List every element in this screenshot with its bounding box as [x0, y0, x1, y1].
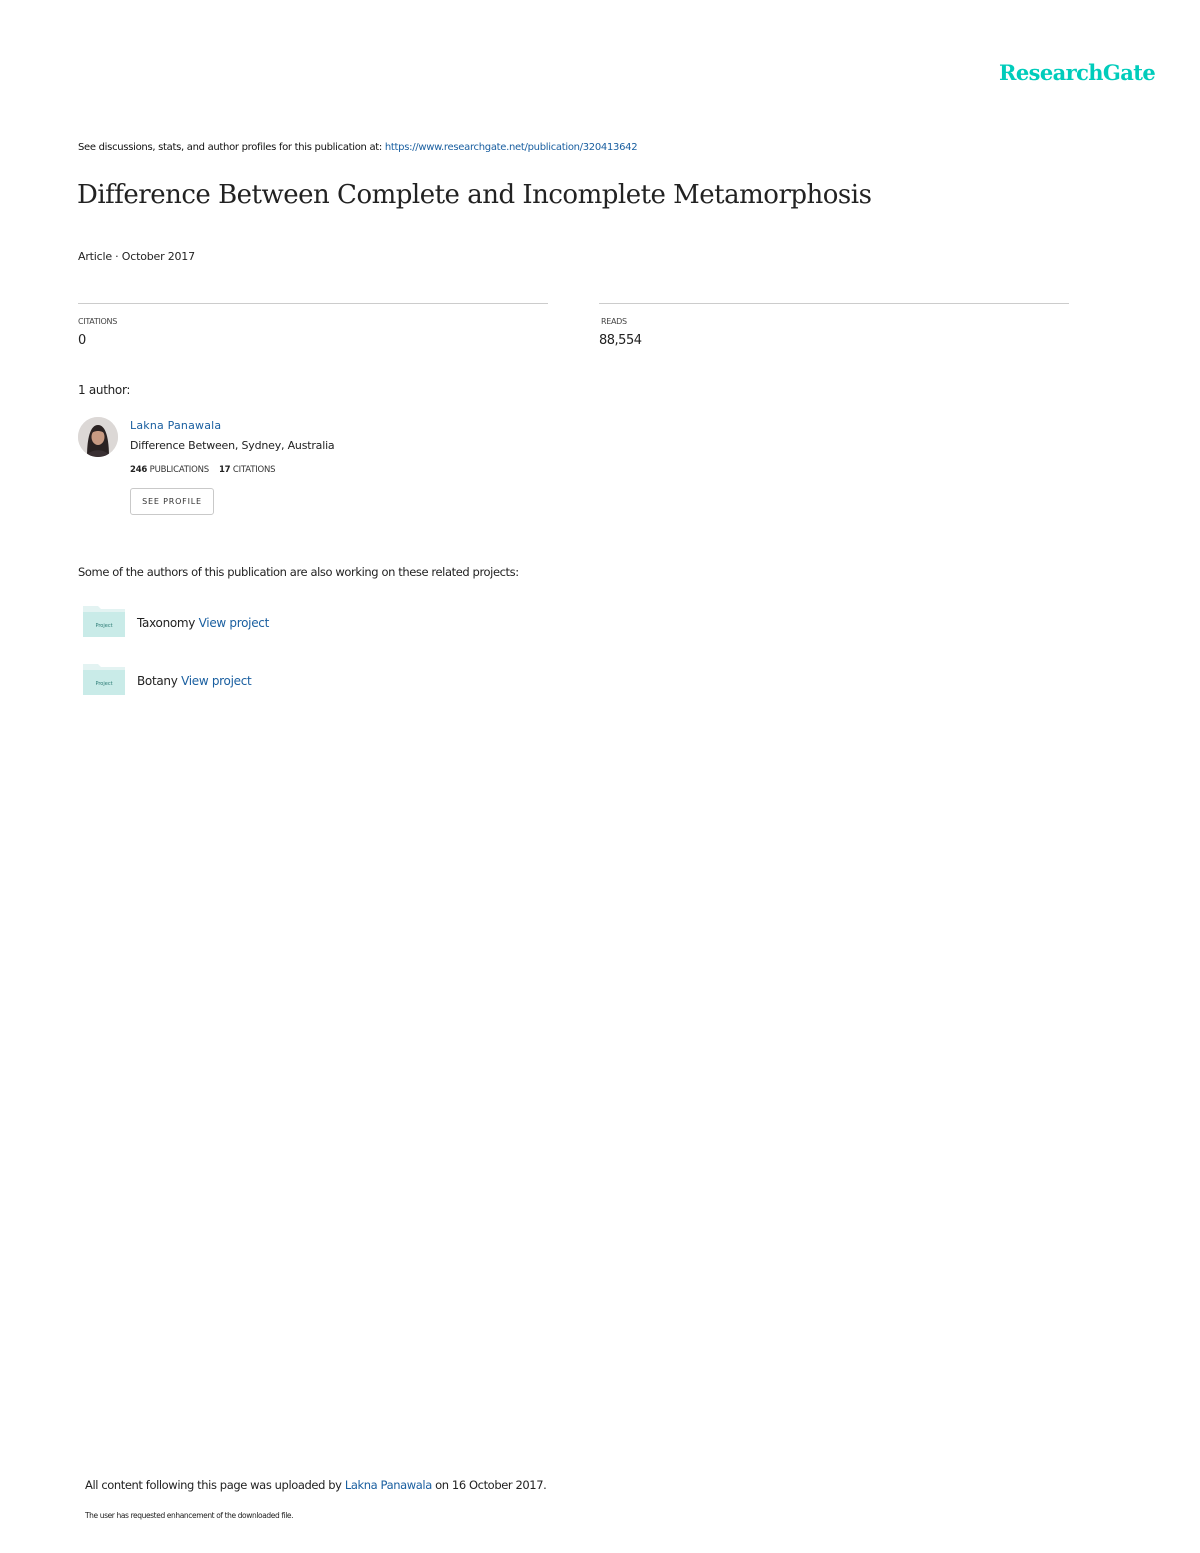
view-project-link[interactable]: View project	[181, 674, 252, 688]
reads-label: READS	[601, 317, 627, 326]
upload-notice	[85, 1478, 546, 1492]
author-citations-count: 17	[218, 465, 231, 475]
project-item-botany	[137, 674, 251, 688]
project-name: Botany	[137, 674, 178, 688]
author-avatar-icon	[78, 417, 118, 457]
author-avatar[interactable]	[78, 417, 118, 457]
upload-suffix: on 16 October 2017.	[435, 1478, 547, 1492]
author-stats	[130, 465, 275, 475]
view-project-link[interactable]: View project	[198, 616, 269, 630]
project-icon-caption: Project	[95, 623, 113, 629]
uploader-link[interactable]: Lakna Panawala	[344, 1478, 432, 1492]
author-affiliation: Difference Between, Sydney, Australia	[130, 439, 335, 452]
see-discussions-line	[78, 142, 637, 153]
upload-prefix: All content following this page was uploaded by	[85, 1478, 342, 1492]
project-item-taxonomy	[137, 616, 269, 630]
author-publications-count: 246	[130, 465, 148, 475]
see-profile-button[interactable]: SEE PROFILE	[130, 488, 214, 515]
reads-value: 88,554	[599, 333, 642, 348]
publication-url-link[interactable]: https://www.researchgate.net/publication/320413642	[384, 142, 638, 153]
project-icon-caption: Project	[95, 681, 113, 687]
project-name: Taxonomy	[137, 616, 196, 630]
author-name-link[interactable]: Lakna Panawala	[130, 419, 222, 432]
citations-label: CITATIONS	[78, 317, 117, 326]
citations-divider	[78, 303, 548, 304]
reads-divider	[599, 303, 1069, 304]
project-folder-icon	[82, 604, 126, 638]
publication-title: Difference Between Complete and Incomplete Metamorphosis	[77, 180, 872, 210]
author-citations-label: CITATIONS	[232, 465, 276, 475]
citations-value: 0	[78, 333, 86, 348]
authors-count: 1 author:	[78, 383, 131, 397]
publication-type-date: Article · October 2017	[78, 250, 195, 263]
enhancement-note: The user has requested enhancement of the downloaded file.	[85, 1511, 294, 1520]
author-publications-label: PUBLICATIONS	[149, 465, 209, 475]
project-folder-icon	[82, 662, 126, 696]
researchgate-logo[interactable]: ResearchGate	[999, 60, 1156, 85]
see-line-prefix: See discussions, stats, and author profiles for this publication at:	[78, 142, 382, 153]
projects-intro: Some of the authors of this publication are also working on these related projects:	[78, 565, 519, 579]
